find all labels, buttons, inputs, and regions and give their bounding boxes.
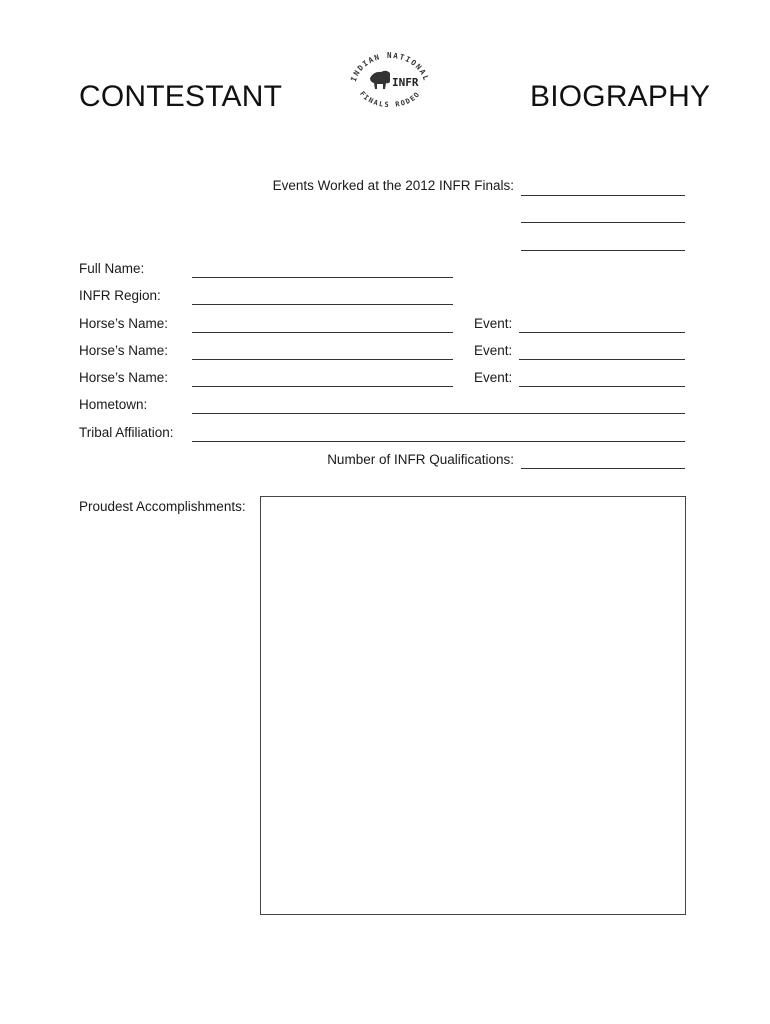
horse-name-label-1: Horse’s Name: bbox=[79, 316, 169, 331]
title-biography: BIOGRAPHY bbox=[530, 80, 711, 113]
event-field-1[interactable] bbox=[519, 332, 685, 333]
title-contestant: CONTESTANT bbox=[79, 80, 283, 113]
tribal-affiliation-label: Tribal Affiliation: bbox=[79, 425, 174, 440]
svg-text:FINALS RODEO bbox=[358, 90, 422, 109]
logo-ring-bottom: FINALS RODEO bbox=[357, 89, 423, 110]
tribal-affiliation-field[interactable] bbox=[192, 441, 685, 442]
infr-region-label: INFR Region: bbox=[79, 288, 161, 303]
logo-center-text: INFR bbox=[392, 76, 419, 89]
events-worked-line-1[interactable] bbox=[521, 195, 685, 196]
event-label-2: Event: bbox=[474, 343, 513, 358]
qualifications-label: Number of INFR Qualifications: bbox=[327, 452, 514, 467]
events-worked-label: Events Worked at the 2012 INFR Finals: bbox=[272, 178, 514, 193]
events-worked-line-2[interactable] bbox=[521, 222, 685, 223]
horse-name-field-3[interactable] bbox=[192, 386, 453, 387]
horse-name-field-1[interactable] bbox=[192, 332, 453, 333]
event-field-2[interactable] bbox=[519, 359, 685, 360]
horse-name-label-2: Horse’s Name: bbox=[79, 343, 169, 358]
infr-region-field[interactable] bbox=[192, 304, 453, 305]
proudest-accomplishments-box[interactable] bbox=[260, 496, 686, 915]
event-field-3[interactable] bbox=[519, 386, 685, 387]
events-worked-line-3[interactable] bbox=[521, 250, 685, 251]
hometown-label: Hometown: bbox=[79, 397, 148, 412]
horse-name-field-2[interactable] bbox=[192, 359, 453, 360]
event-label-1: Event: bbox=[474, 316, 513, 331]
full-name-field[interactable] bbox=[192, 277, 453, 278]
horse-name-label-3: Horse’s Name: bbox=[79, 370, 169, 385]
infr-logo-icon bbox=[345, 50, 435, 112]
full-name-label: Full Name: bbox=[79, 261, 145, 276]
logo-ring-top: INDIAN NATIONAL bbox=[348, 51, 432, 83]
qualifications-field[interactable] bbox=[521, 468, 685, 469]
hometown-field[interactable] bbox=[192, 413, 685, 414]
event-label-3: Event: bbox=[474, 370, 513, 385]
proudest-accomplishments-label: Proudest Accomplishments: bbox=[79, 499, 246, 514]
